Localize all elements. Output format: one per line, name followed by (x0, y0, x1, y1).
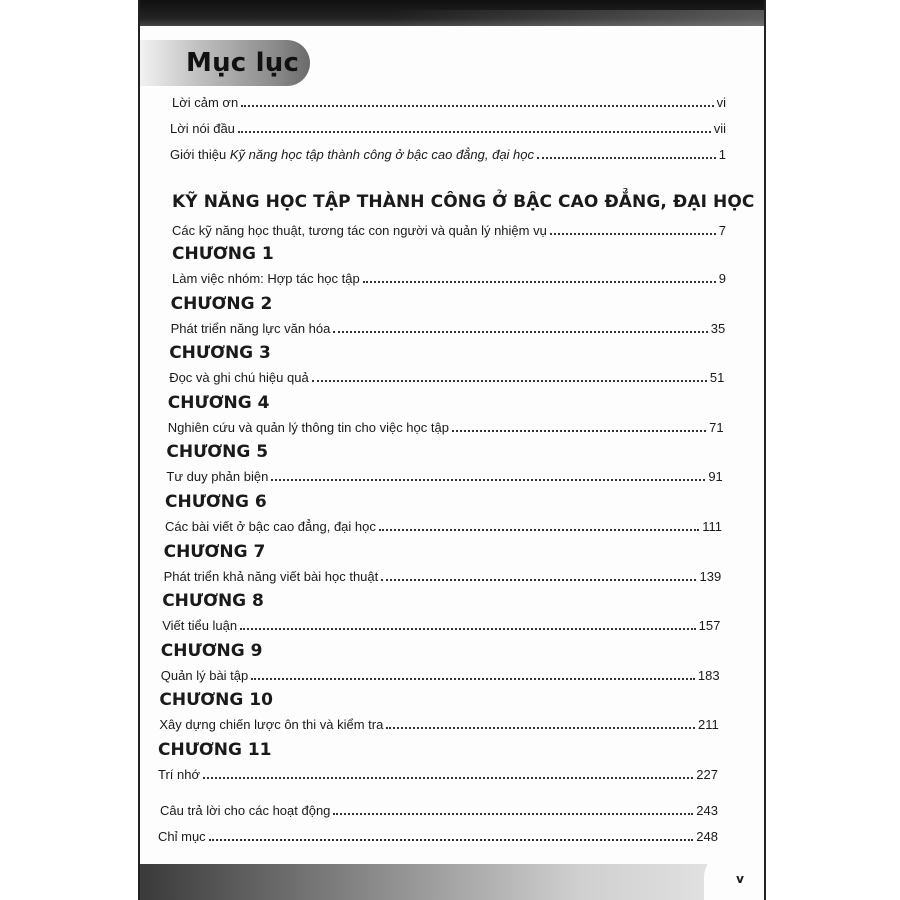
dot-leader (238, 130, 711, 133)
toc-entry-page: 35 (710, 320, 726, 336)
toc-entry-page: 51 (709, 370, 725, 386)
chapter-heading: CHƯƠNG 10 (159, 690, 273, 711)
dot-leader (251, 677, 695, 680)
chapter-heading: CHƯƠNG 6 (165, 492, 267, 512)
toc-entry-section-intro[interactable] (172, 223, 726, 239)
intro-book-title: Kỹ năng học tập thành công ở bậc cao đẳng, đại học (229, 147, 535, 162)
toc-entry-label: Làm việc nhóm: Hợp tác học tập (172, 271, 360, 286)
toc-entry-chapter-2[interactable] (171, 321, 726, 337)
intro-prefix: Giới thiệu (170, 147, 230, 162)
toc-entry-label: Câu trả lời cho các hoạt động (160, 803, 331, 818)
top-decor-bar (140, 0, 764, 26)
page-number: v (736, 872, 744, 886)
toc-entry-page: 139 (699, 568, 722, 584)
dot-leader (312, 379, 707, 382)
toc-entry-chapter-6[interactable] (165, 519, 722, 535)
toc-entry-chapter-7[interactable] (164, 569, 722, 585)
chapter-heading: CHƯƠNG 7 (163, 541, 266, 562)
toc-entry-label: Phát triển khả năng viết bài học thuật (163, 568, 379, 584)
page-title: Mục lục (186, 48, 300, 78)
dot-leader (241, 104, 713, 107)
toc-entry-label: Nghiên cứu và quản lý thông tin cho việc học tập (167, 419, 449, 435)
toc-entry-label: Trí nhớ (158, 767, 200, 782)
toc-entry-index[interactable] (158, 829, 718, 845)
page-number-badge (704, 848, 764, 900)
chapter-heading: CHƯƠNG 1 (172, 244, 274, 264)
toc-entry-chapter-1[interactable] (172, 271, 726, 287)
dot-leader (550, 232, 716, 235)
toc-entry-label: Các kỹ năng học thuật, tương tác con người và quản lý nhiệm vụ (172, 223, 547, 238)
chapter-heading: CHƯƠNG 2 (170, 293, 273, 314)
chapter-heading: CHƯƠNG 8 (162, 591, 264, 612)
dot-leader (203, 776, 693, 779)
toc-entry-label: Các bài viết ở bậc cao đẳng, đại học (165, 519, 376, 534)
toc-entry-chapter-4[interactable] (168, 420, 724, 436)
toc-entry-page: 111 (702, 519, 722, 534)
toc-entry-page: 243 (696, 803, 718, 818)
toc-entry-page: 9 (718, 271, 726, 286)
dot-leader (379, 528, 699, 531)
toc-entry-label: Đọc và ghi chú hiệu quả (169, 370, 309, 386)
chapter-heading: CHƯƠNG 11 (158, 740, 272, 760)
dot-leader (386, 726, 695, 729)
toc-entry-chapter-5[interactable] (166, 469, 722, 485)
toc-entry-chapter-10[interactable] (159, 717, 718, 733)
dot-leader (209, 838, 694, 841)
toc-entry-label: Viết tiểu luận (162, 618, 238, 634)
chapter-heading: CHƯƠNG 9 (160, 640, 263, 661)
book-page (138, 0, 766, 900)
dot-leader (381, 578, 696, 581)
toc-entry-page: vii (713, 121, 726, 136)
chapter-heading: CHƯƠNG 4 (167, 392, 270, 413)
toc-entry-page: 71 (709, 419, 724, 435)
toc-entry-page: 157 (698, 618, 721, 634)
dot-leader (363, 280, 716, 283)
toc-entry-label: Tư duy phản biện (166, 469, 269, 485)
dot-leader (537, 156, 716, 159)
toc-entry-page: 91 (708, 469, 723, 485)
toc-entry-label: Phát triển năng lực văn hóa (170, 320, 331, 336)
toc-entry-page: 7 (718, 223, 726, 238)
toc-entry-label (170, 147, 534, 163)
toc-entry-chapter-8[interactable] (162, 618, 720, 634)
toc-entry-preface[interactable] (170, 121, 726, 137)
toc-entry-label: Chỉ mục (158, 829, 206, 844)
toc-entry-answers[interactable] (160, 803, 718, 819)
toc-entry-label: Quản lý bài tập (160, 667, 249, 683)
toc-entry-page: 227 (696, 767, 718, 782)
toc-entry-page: 183 (697, 667, 720, 683)
dot-leader (333, 330, 707, 333)
toc-entry-chapter-9[interactable] (161, 668, 720, 684)
dot-leader (271, 478, 705, 481)
toc-entry-page: 211 (698, 717, 719, 733)
chapter-heading: CHƯƠNG 3 (169, 343, 271, 364)
toc-entry-page: 1 (718, 147, 726, 162)
toc-entry-label: Lời nói đầu (170, 121, 235, 136)
toc-entry-acknowledgements[interactable] (172, 95, 726, 111)
dot-leader (333, 812, 693, 815)
chapter-heading: CHƯƠNG 5 (166, 442, 269, 463)
toc-entry-introduction[interactable] (170, 147, 726, 163)
section-heading: KỸ NĂNG HỌC TẬP THÀNH CÔNG Ở BẬC CAO ĐẲNG, ĐẠI HỌC (172, 192, 755, 212)
toc-entry-chapter-11[interactable] (158, 767, 718, 783)
dot-leader (452, 429, 706, 432)
dot-leader (240, 627, 696, 630)
toc-entry-page: vi (716, 95, 726, 110)
toc-entry-label: Xây dựng chiến lược ôn thi và kiểm tra (159, 717, 384, 733)
toc-entry-label: Lời cảm ơn (172, 95, 239, 110)
bottom-decor-bar (140, 864, 764, 900)
toc-entry-chapter-3[interactable] (169, 370, 724, 386)
toc-entry-page: 248 (696, 829, 718, 844)
